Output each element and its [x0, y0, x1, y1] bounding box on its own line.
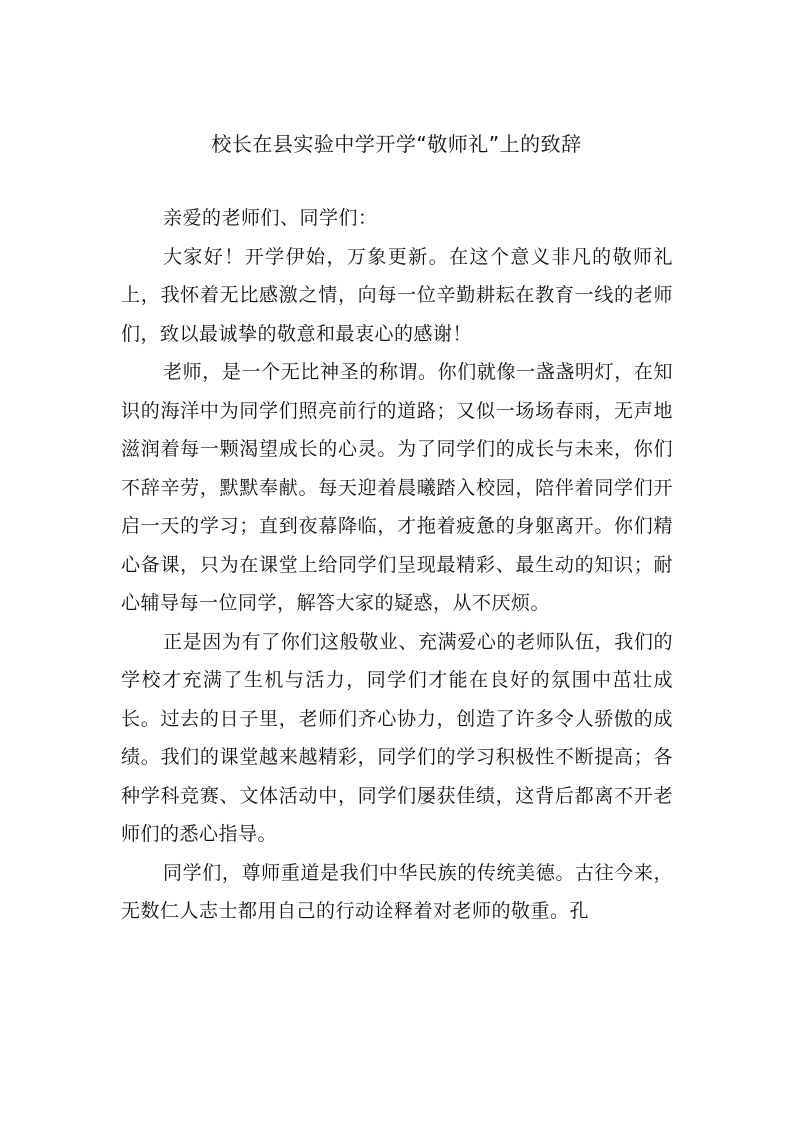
body-paragraph: 老师，是一个无比神圣的称谓。你们就像一盏盏明灯，在知识的海洋中为同学们照亮前行的道路；又似一场场春雨，无声地滋润着每一颗渴望成长的心灵。为了同学们的成长与未来，你们不辞辛劳，默默奉献。每天迎着晨曦踏入校园，陪伴着同学们开启一天的学习；直到夜幕降临，才拖着疲惫的身躯离开。你们精心备课，只为在课堂上给同学们呈现最精彩、最生动的知识；耐心辅导每一位同学，解答大家的疑惑，从不厌烦。 — [121, 361, 673, 614]
document-body — [121, 199, 673, 931]
salutation-paragraph: 亲爱的老师们、同学们： — [163, 207, 378, 229]
body-paragraph: 同学们，尊师重道是我们中华民族的传统美德。古往今来，无数仁人志士都用自己的行动诠释着对老师的敬重。孔 — [121, 861, 673, 922]
body-paragraph: 大家好！开学伊始，万象更新。在这个意义非凡的敬师礼上，我怀着无比感激之情，向每一位辛勤耕耘在教育一线的老师们，致以最诚挚的敬意和最衷心的感谢！ — [121, 245, 673, 345]
document-title: 校长在县实验中学开学“敬师礼”上的致辞 — [211, 132, 582, 156]
body-paragraph: 正是因为有了你们这般敬业、充满爱心的老师队伍，我们的学校才充满了生机与活力，同学们才能在良好的氛围中茁壮成长。过去的日子里，老师们齐心协力，创造了许多令人骄傲的成绩。我们的课堂越来越精彩，同学们的学习积极性不断提高；各种学科竞赛、文体活动中，同学们屡获佳绩，这背后都离不开老师们的悉心指导。 — [121, 630, 673, 845]
